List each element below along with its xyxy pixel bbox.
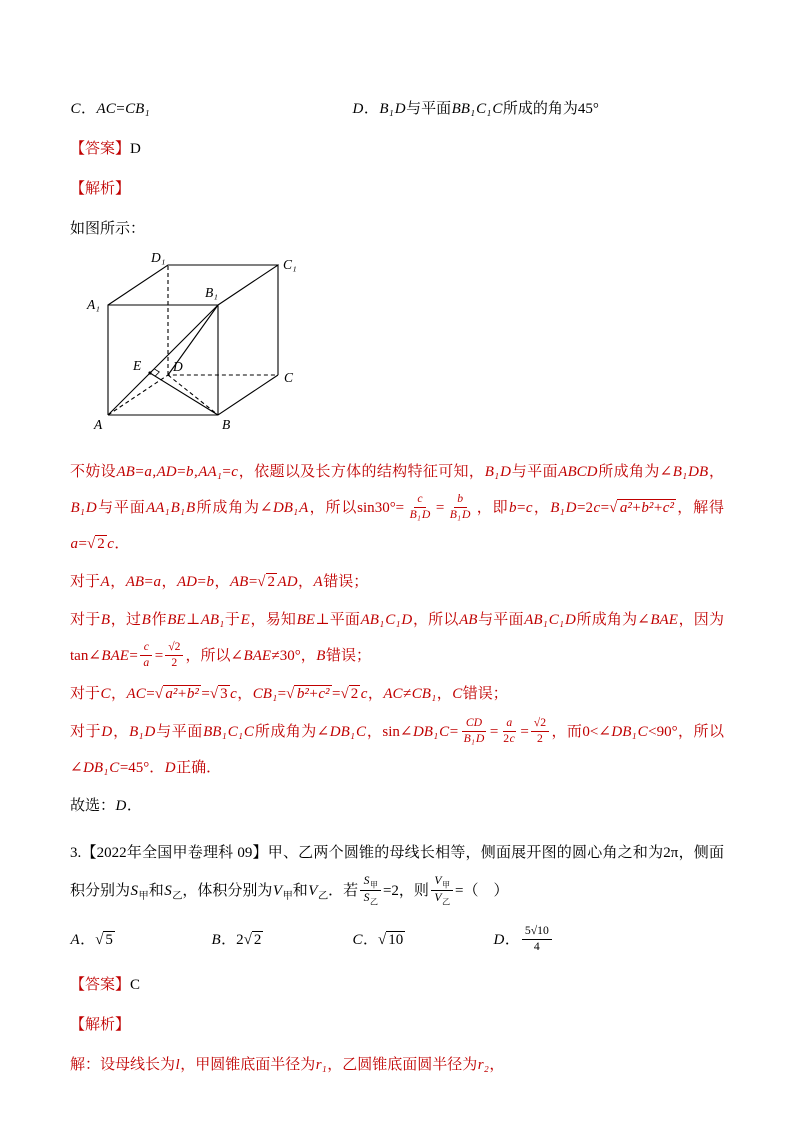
q2-solution-case-d: 对于D，B₁D与平面BB₁C₁C所成角为∠DB₁C，sin∠DB₁C= $\frac{CD}{\text{B₁D}}$ = $\frac{a}{2c}$ = $\frac{√2}{2}$ ，而0<∠DB₁C<90°，所以∠DB₁C=45°．D正确． <box>70 716 724 776</box>
edge-bottom-front <box>108 375 278 415</box>
q3-option-b: B．2√ 2 <box>211 932 262 948</box>
q3-analysis-label: 【解析】 <box>70 1017 131 1033</box>
q3-answer-label: 【答案】 <box>70 977 131 993</box>
right-angle-mark <box>154 369 159 376</box>
cuboid-figure <box>78 250 328 446</box>
q2-answer-value: D <box>130 141 141 157</box>
hidden-edge-ad-dc <box>108 375 278 415</box>
vertex-label-a1: A₁ <box>87 297 100 312</box>
q3-answer-value: C <box>130 977 141 993</box>
q2-options-row <box>70 99 724 120</box>
vertex-label-d1: D₁ <box>151 250 166 265</box>
q2-solution-case-b: 对于B，过B作BE⊥AB₁于E，易知BE⊥平面AB₁C₁D，所以AB与平面AB₁C₁D所成角为∠BAE，因为tan∠BAE= $\frac{c}{a}$ = $\frac{√2}{2}$ ，所以∠BAE≠30°，B错误； <box>70 612 724 670</box>
vertex-label-d: D <box>173 359 183 374</box>
edge-top-back <box>108 265 278 305</box>
point-e-dot <box>148 371 151 374</box>
vertex-label-a: A <box>94 417 103 432</box>
q2-solution-case-a: 对于A，AB=a，AD=b，AB=√ 2 AD，A错误； <box>70 574 369 590</box>
q3-stem: 3.【2022年全国甲卷理科 09】甲、乙两个圆锥的母线长相等，侧面展开图的圆心角之和为2π，侧面积分别为$S_甲$和$S_乙$，体积分别为$V_甲$和$V_乙$．若 $\frac{S_甲}{S_乙}$ =2，则 $\frac{V_甲}{V_乙}$ =（ ） <box>70 845 724 907</box>
q3-answer-row <box>70 975 724 996</box>
edge-right-side <box>218 265 278 375</box>
q3-option-c: C．√ 10 <box>352 932 404 948</box>
q2-answer-row <box>70 139 724 160</box>
segment-b-e <box>150 373 218 415</box>
q2-solution-case-c: 对于C，AC=√ a²+b² =√ 3 c，CB₁=√ b²+c² =√ 2 c，AC≠CB₁，C错误； <box>70 686 508 702</box>
vertex-label-c1: C₁ <box>283 257 297 272</box>
vertex-label-e: E <box>133 358 142 373</box>
q2-option-d: D．B₁D与平面BB₁C₁C所成的角为45° <box>352 101 599 117</box>
q2-answer-label: 【答案】 <box>70 141 131 157</box>
q2-figure-intro: 如图所示： <box>70 221 146 237</box>
q2-analysis-label: 【解析】 <box>70 181 131 197</box>
q3-options-row <box>70 924 724 956</box>
vertex-label-b1: B₁ <box>205 285 218 300</box>
q2-conclusion: 故选：D． <box>70 798 142 814</box>
q2-solution-setup: 不妨设AB=a,AD=b,AA₁=c，依题以及长方体的结构特征可知，B₁D与平面ABCD所成角为∠B₁DB，B₁D与平面AA₁B₁B所成角为∠DB₁A，所以sin30°= $\frac{c}{\text{B₁D}}$ = $\frac{b}{\text{B₁D}}$ ，即b=c，B₁D=2c=√ a²+b²+c² ，解得a=√ 2 c． <box>70 464 724 552</box>
cuboid-edges <box>108 265 278 415</box>
q3-option-a: A．√ 5 <box>70 932 113 948</box>
vertex-label-c: C <box>284 370 294 385</box>
q2-option-c: C．AC=CB₁ <box>70 101 150 117</box>
vertex-label-b: B <box>222 417 231 432</box>
q3-option-d: D． $\frac{5√10}{4}$ <box>493 924 554 956</box>
q3-solution-start: 解：设母线长为l，甲圆锥底面半径为r₁，乙圆锥底面圆半径为r₂， <box>70 1057 505 1073</box>
diagonal-a-b1 <box>108 305 218 415</box>
hidden-diagonal-d-b <box>168 375 218 415</box>
